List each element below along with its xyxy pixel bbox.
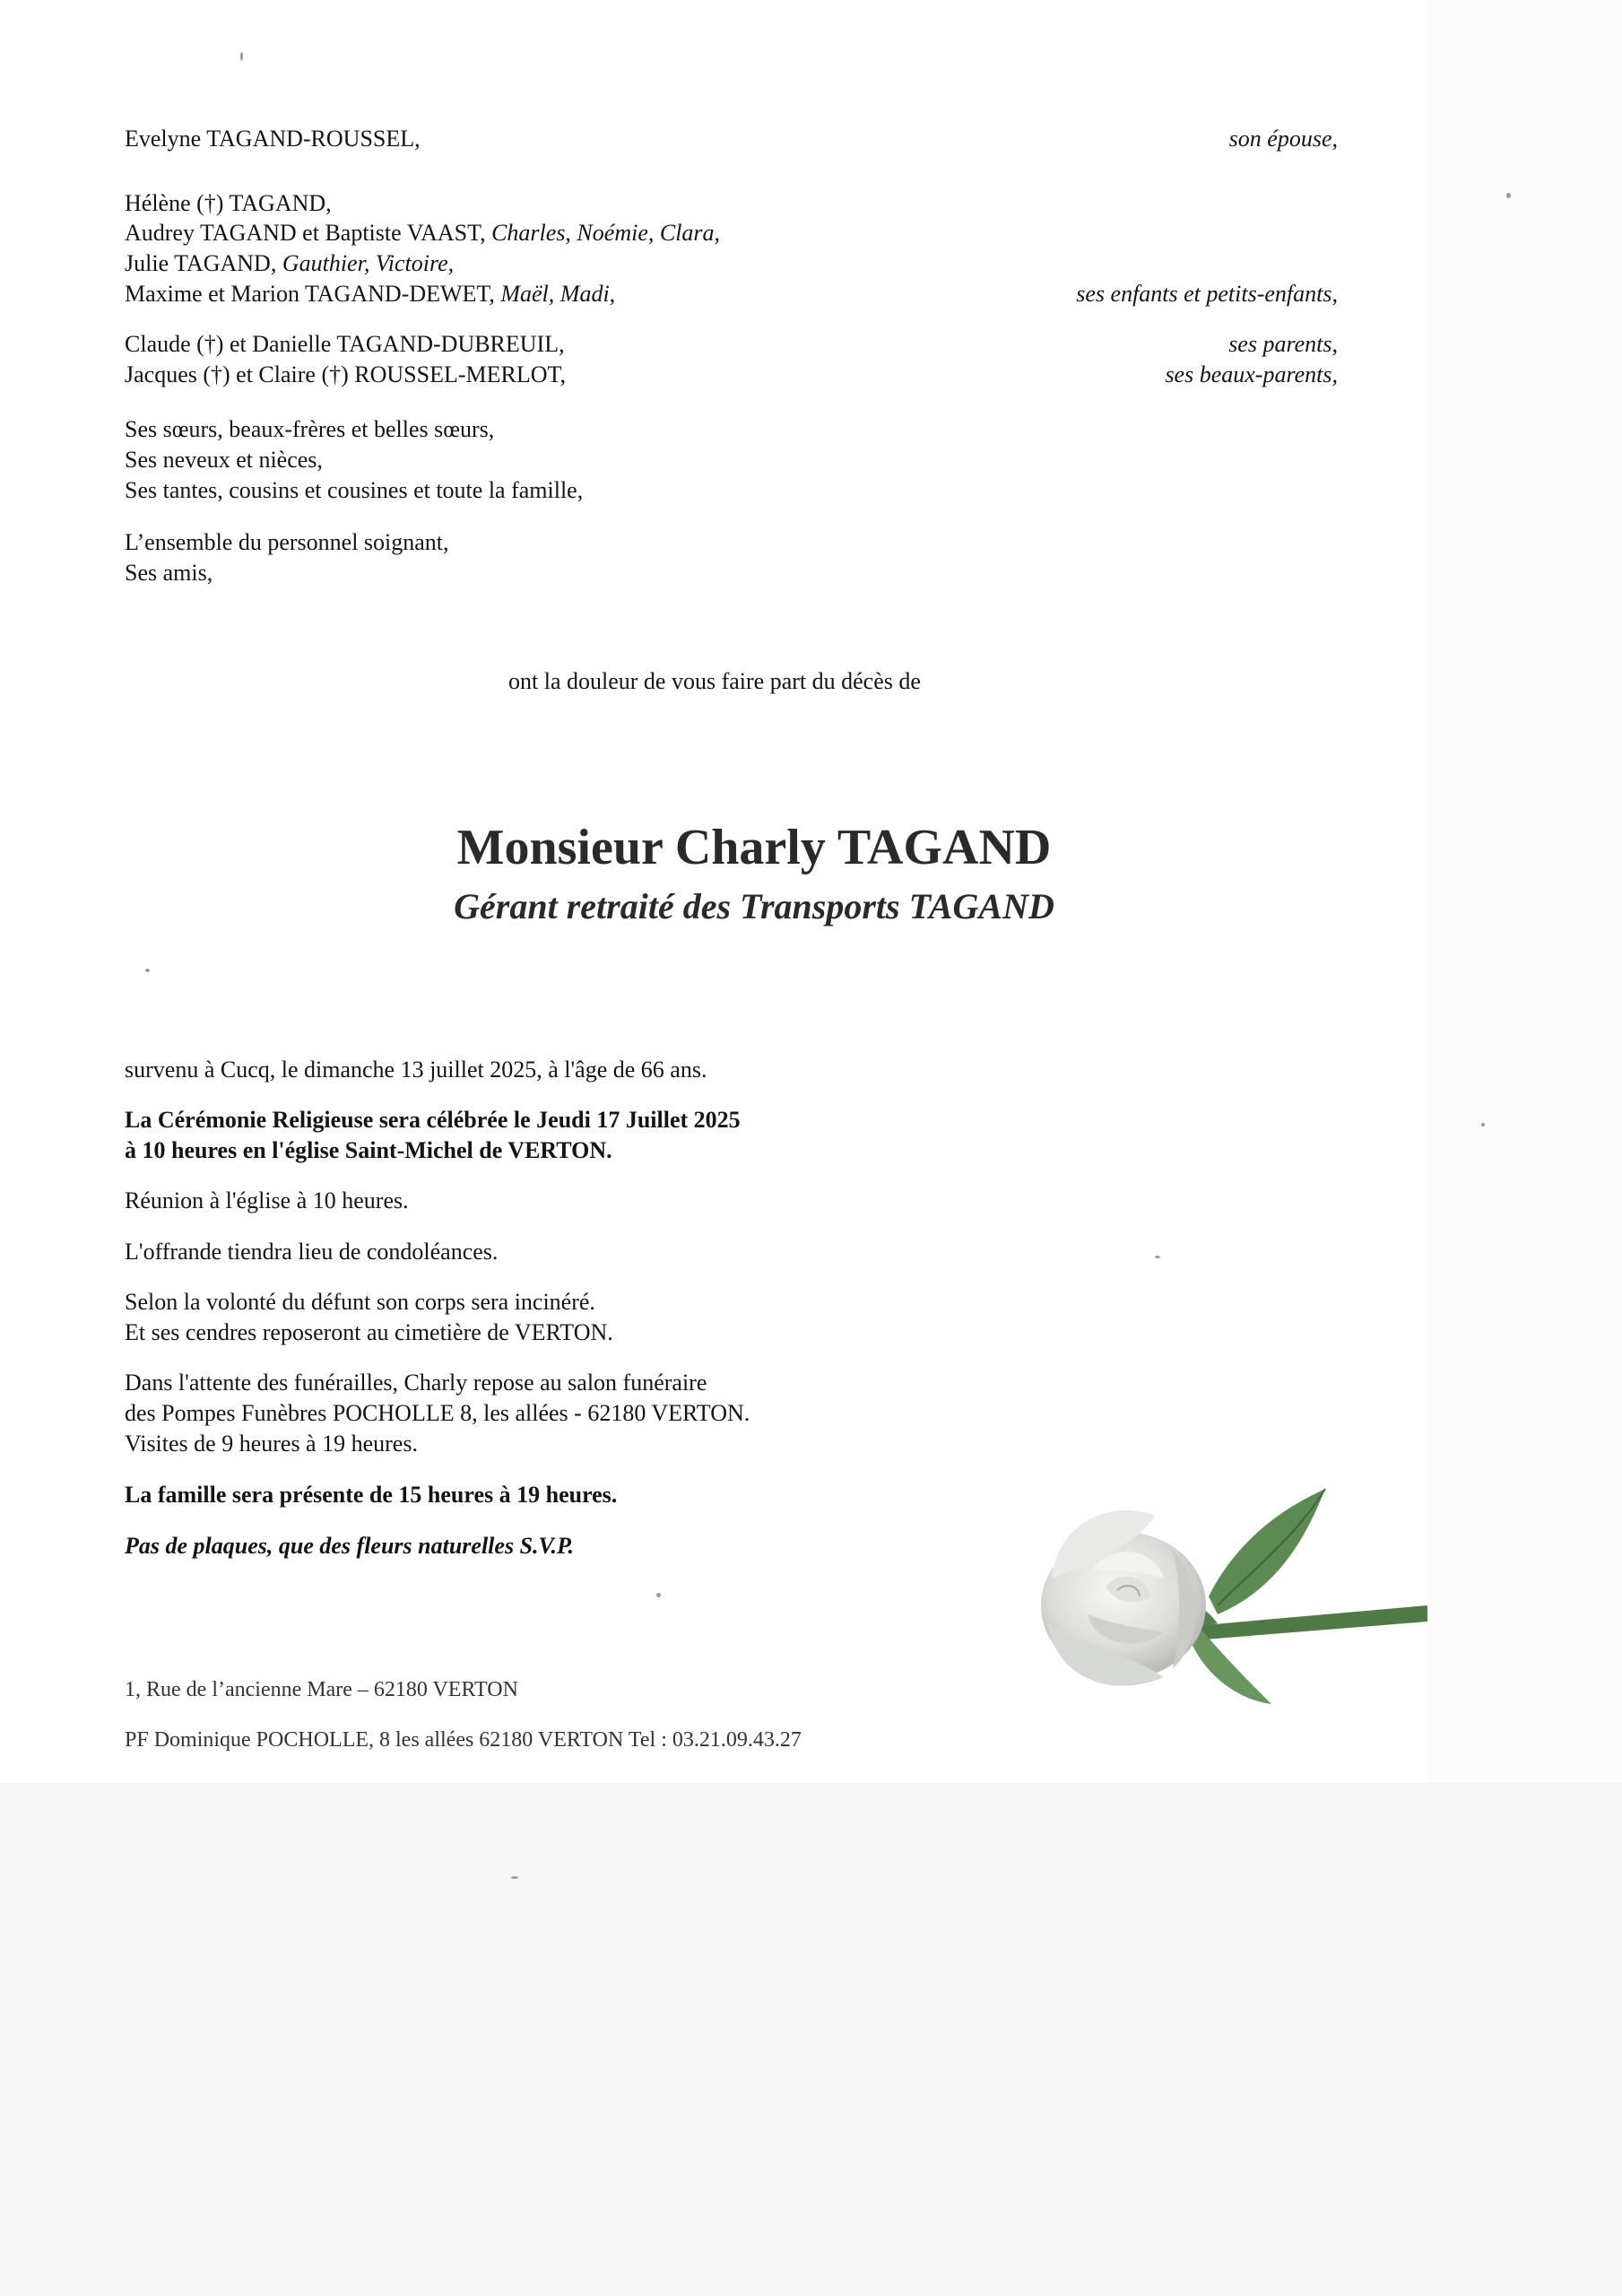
others-line-2: Ses amis, [125,560,213,586]
scan-speck [1481,1123,1485,1126]
child-line-3 [125,248,454,279]
scan-background [0,1783,1622,2296]
scan-speck [1155,1256,1160,1258]
cremation-line-2: Et ses cendres reposeront au cimetière de VERTON. [125,1319,613,1345]
ceremony-line-1: La Cérémonie Religieuse sera célébrée le Jeudi 17 Juillet 2025 [125,1107,741,1133]
rest-line-1: Dans l'attente des funérailles, Charly repose au salon funéraire [125,1370,707,1396]
announcement: ont la douleur de vous faire part du décès de [508,668,921,694]
meeting-info: Réunion à l'église à 10 heures. [125,1187,409,1213]
rest-line-3: Visites de 9 heures à 19 heures. [125,1431,418,1457]
grandchildren-names: Gauthier, Victoire, [282,250,455,276]
scan-speck [240,52,243,61]
cremation-line-1: Selon la volonté du défunt son corps sera incinéré. [125,1289,595,1315]
spouse-name: Evelyne TAGAND-ROUSSEL, [125,126,421,152]
scan-speck [145,969,150,972]
child-line-1: Hélène (†) TAGAND, [125,190,332,216]
white-rose-icon [1038,1471,1427,1740]
others-line-1: L’ensemble du personnel soignant, [125,529,449,555]
child-name: Audrey TAGAND et Baptiste VAAST, [125,220,492,246]
grandchildren-names: Charles, Noémie, Clara, [491,220,721,246]
deceased-role: Gérant retraité des Transports TAGAND [454,886,1054,926]
ceremony-line-2: à 10 heures en l'église Saint-Michel de VERTON. [125,1137,612,1163]
grandchildren-names: Maël, Madi, [500,281,616,307]
offering-info: L'offrande tiendra lieu de condoléances. [125,1239,499,1265]
relatives-line-3: Ses tantes, cousins et cousines et toute la famille, [125,477,584,503]
relatives-line-2: Ses neveux et nièces, [125,447,323,473]
child-name: Julie TAGAND, [125,250,282,276]
death-details: survenu à Cucq, le dimanche 13 juillet 2025, à l'âge de 66 ans. [125,1057,707,1083]
parents-relation: ses parents, [1228,331,1338,357]
children-relation: ses enfants et petits-enfants, [1076,281,1338,307]
scan-speck [511,1876,518,1879]
deceased-name: Monsieur Charly TAGAND [456,820,1052,875]
parents-line-2: Jacques (†) et Claire (†) ROUSSEL-MERLOT, [125,361,566,387]
scan-speck [656,1593,661,1597]
funeral-home-contact: PF Dominique POCHOLLE, 8 les allées 62180 VERTON Tel : 03.21.09.43.27 [125,1728,802,1752]
flowers-request: Pas de plaques, que des fleurs naturelles S.V.P. [125,1533,575,1559]
spouse-relation: son épouse, [1228,126,1338,152]
parents-line-1: Claude (†) et Danielle TAGAND-DUBREUIL, [125,331,565,357]
child-name: Maxime et Marion TAGAND-DEWET, [125,281,501,307]
rest-line-2: des Pompes Funèbres POCHOLLE 8, les allées - 62180 VERTON. [125,1400,750,1426]
scan-speck [1506,193,1511,198]
child-line-2 [125,218,720,248]
child-line-4 [125,279,615,309]
in-laws-relation: ses beaux-parents, [1165,361,1338,387]
family-presence: La famille sera présente de 15 heures à 19 heures. [125,1482,618,1508]
relatives-line-1: Ses sœurs, beaux-frères et belles sœurs, [125,416,495,442]
family-address: 1, Rue de l’ancienne Mare – 62180 VERTON [125,1678,518,1701]
